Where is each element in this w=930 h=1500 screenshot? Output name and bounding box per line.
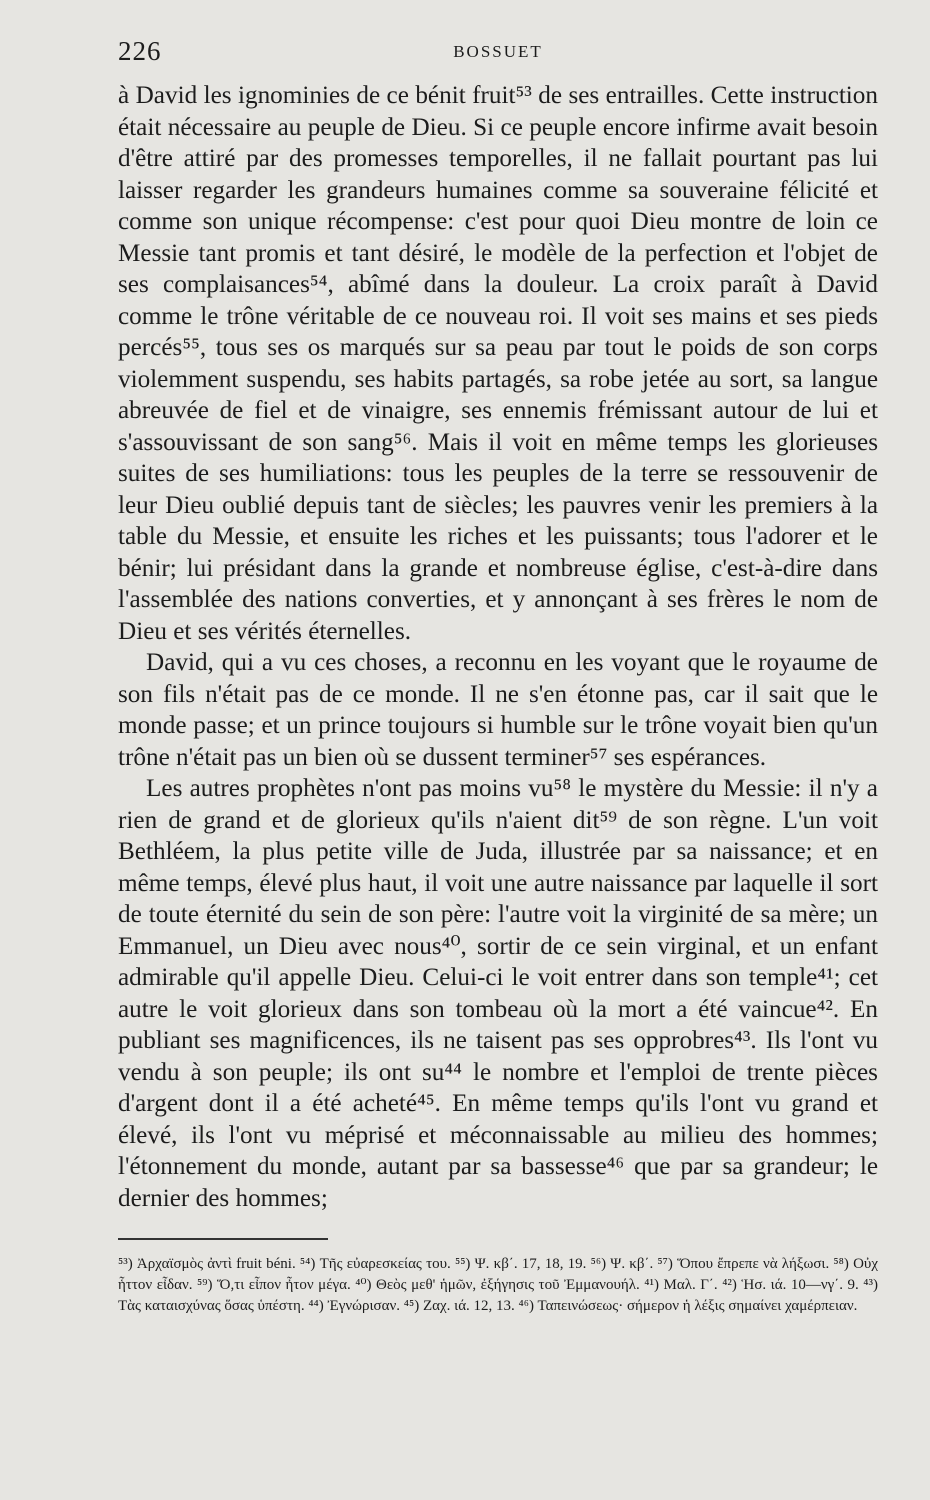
body-text bbox=[118, 80, 878, 1214]
page-number: 226 bbox=[118, 36, 162, 66]
footnote-block: ⁵³) Ἀρχαϊσμὸς ἀντὶ fruit béni. ⁵⁴) Τῆς εὐαρεσκείας του. ⁵⁵) Ψ. κβ΄. 17, 18, 19. ⁵⁶) Ψ. κβ΄. ⁵⁷) Ὅπου ἔπρεπε νὰ λήξωσι. ⁵⁸) Οὐχ ἧττον εἶδαν. ⁵⁹) Ὅ,τι εἶπον ἦτον μέγα. ⁴⁰) Θεὸς μεθ' ἡμῶν, ἐξήγησις τοῦ Ἐμμανουήλ. ⁴¹) Μαλ. Γ΄. ⁴²) Ἡσ. ιά. 10—νγ΄. 9. ⁴³) Τὰς καταισχύνας ὅσας ὑπέστη. ⁴⁴) Ἐγνώρισαν. ⁴⁵) Ζαχ. ιά. 12, 13. ⁴⁶) Ταπεινώσεως· σήμερον ἡ λέξις σημαίνει χαμέρπειαν. bbox=[118, 1256, 878, 1314]
footnotes bbox=[118, 1254, 878, 1317]
running-head: BOSSUET bbox=[453, 42, 543, 61]
footnote-divider bbox=[118, 1238, 328, 1240]
paragraph-2: David, qui a vu ces choses, a reconnu en les voyant que le royaume de son fils n'était pas de ce monde. Il ne s'en étonne pas, car il sait que le monde passe; et un prince toujours si humble sur le trône voyait bien qu'un trône n'était pas un bien où se dussent terminer⁵⁷ ses espérances. bbox=[118, 649, 878, 771]
page-header bbox=[118, 36, 878, 80]
paragraph-1: à David les ignominies de ce bénit fruit⁵³ de ses entrailles. Cette instruction était nécessaire au peuple de Dieu. Si ce peuple encore infirme avait besoin d'être attiré par des promesses temporelles, il ne fallait pourtant pas lui laisser regarder les grandeurs humaines comme sa souveraine félicité et comme son unique récompense: c'est pour quoi Dieu montre de loin ce Messie tant promis et tant désiré, le modèle de la perfection et l'objet de ses complaisances⁵⁴, abîmé dans la douleur. La croix paraît à David comme le trône véritable de ce nouveau roi. Il voit ses mains et ses pieds percés⁵⁵, tous ses os marqués sur sa peau par tout le poids de son corps violemment suspendu, ses habits partagés, sa robe jetée au sort, sa langue abreuvée de fiel et de vinaigre, ses ennemis frémissant autour de lui et s'assouvissant de son sang⁵⁶. Mais il voit en même temps les glorieuses suites de ses humiliations: tous les peuples de la terre se ressouvenir de leur Dieu oublié depuis tant de siècles; les pauvres venir les premiers à la table du Messie, et ensuite les riches et les puissants; tous l'adorer et le bénir; lui présidant dans la grande et nombreuse église, c'est-à-dire dans l'assemblée des nations converties, et y annonçant à ses frères le nom de Dieu et ses vérités éternelles. bbox=[118, 82, 878, 645]
paragraph-3: Les autres prophètes n'ont pas moins vu⁵⁸ le mystère du Messie: il n'y a rien de grand et de glorieux qu'ils n'aient dit⁵⁹ de son règne. L'un voit Bethléem, la plus petite ville de Juda, illustrée par sa naissance; et en même temps, élevé plus haut, il voit une autre naissance par laquelle il sort de toute éternité du sein de son père: l'autre voit la virginité de sa mère; un Emmanuel, un Dieu avec nous⁴⁰, sortir de ce sein virginal, et un enfant admirable qu'il appelle Dieu. Celui-ci le voit entrer dans son temple⁴¹; cet autre le voit glorieux dans son tombeau où la mort a été vaincue⁴². En publiant ses magnificences, ils ne taisent pas ses opprobres⁴³. Ils l'ont vu vendu à son peuple; ils ont su⁴⁴ le nombre et l'emploi de trente pièces d'argent dont il a été acheté⁴⁵. En même temps qu'ils l'ont vu grand et élevé, ils l'ont vu méprisé et méconnaissable au milieu des hommes; l'étonnement du monde, autant par sa bassesse⁴⁶ que par sa grandeur; le dernier des hommes; bbox=[118, 775, 878, 1212]
